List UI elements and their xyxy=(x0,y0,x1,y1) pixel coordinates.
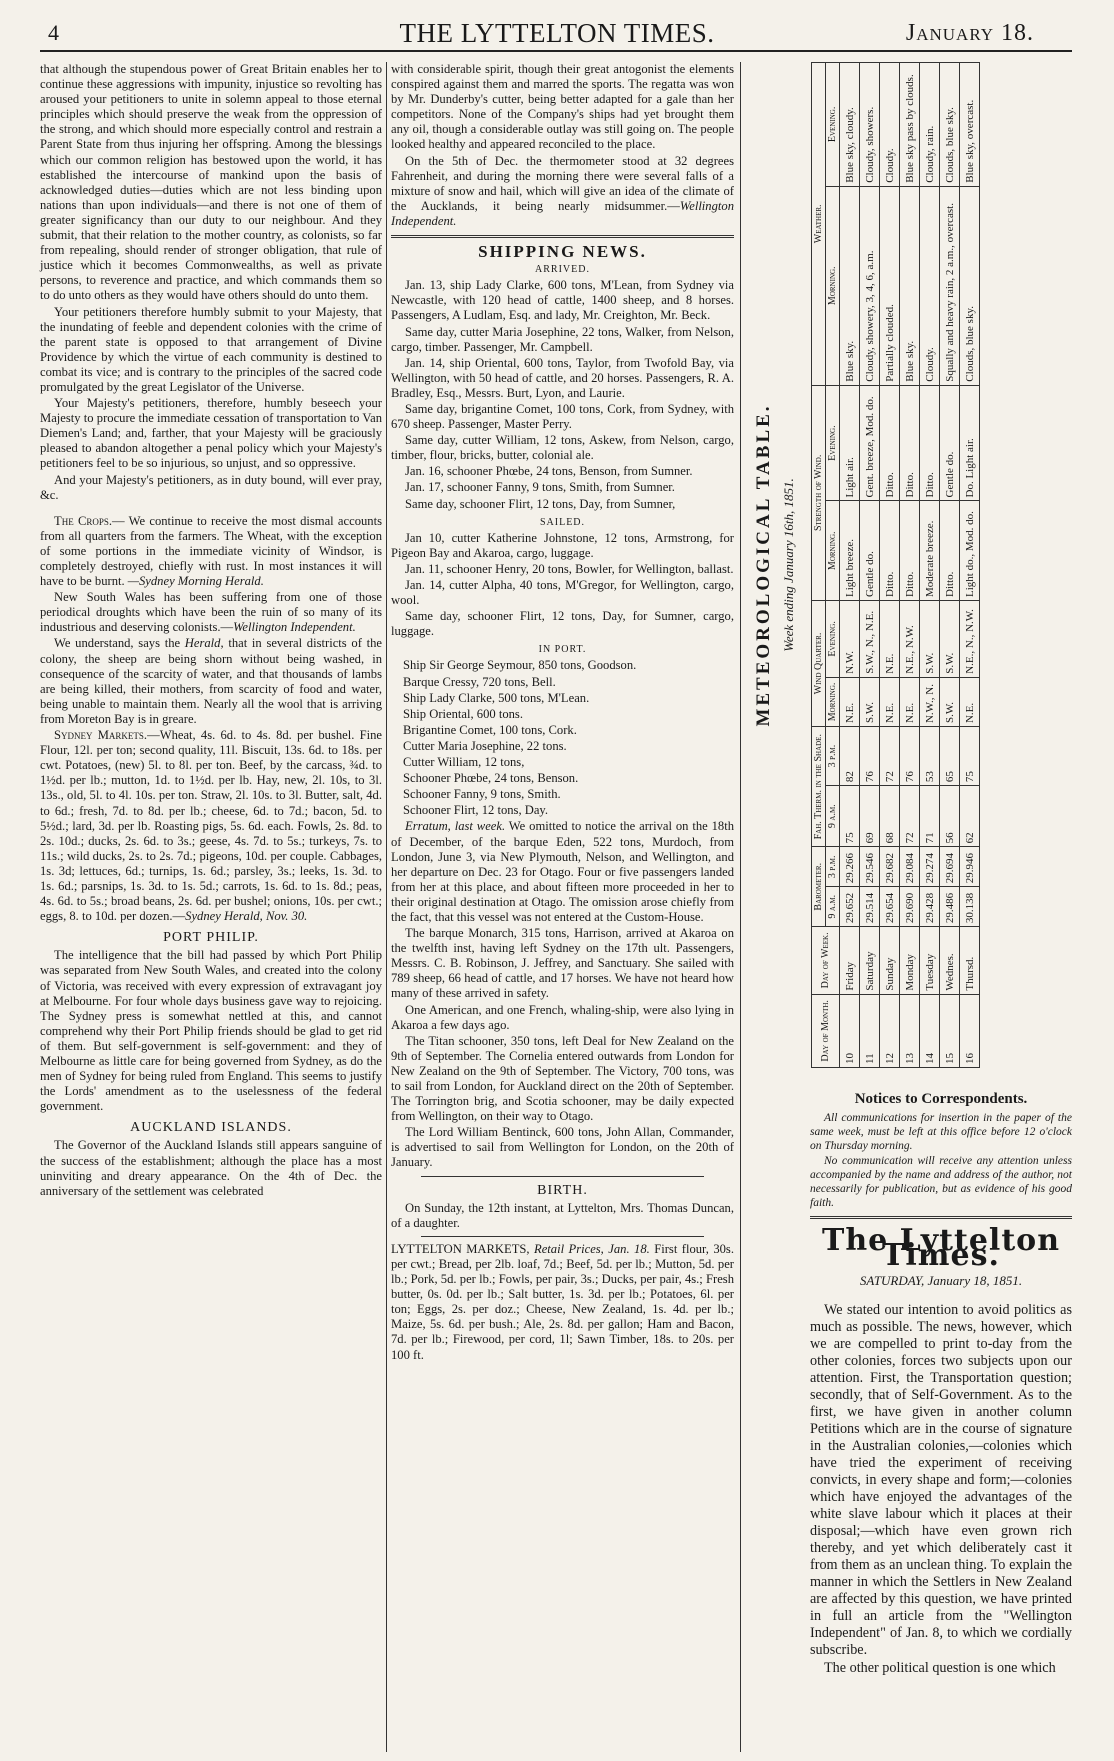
editorial-dateline: SATURDAY, January 18, 1851. xyxy=(859,1273,1023,1289)
in-port-entry: Ship Sir George Seymour, 850 tons, Goodson. xyxy=(403,658,637,673)
col-header: Strength of Wind. xyxy=(812,385,826,600)
page-number: 4 xyxy=(48,20,59,45)
in-port-entry: Cutter William, 12 tons, xyxy=(403,755,525,770)
section-rule xyxy=(810,1216,1072,1219)
sailed-entry: Jan. 11, schooner Henry, 20 tons, Bowler, for Wellington, ballast. xyxy=(405,561,734,576)
in-port-entry: Brigantine Comet, 100 tons, Cork. xyxy=(403,722,577,737)
sailed-entry: Jan. 14, cutter Alpha, 40 tons, M'Gregor, for Wellington, cargo, wool. xyxy=(391,578,734,608)
column-1 xyxy=(40,62,382,1200)
col-subheader: 3 p.m. xyxy=(826,847,840,887)
section-rule xyxy=(391,235,734,238)
source-credit: Wellington Independent. xyxy=(391,198,734,228)
col-subheader: 9 a.m. xyxy=(826,887,840,927)
masthead xyxy=(0,14,1114,54)
lyttelton-markets-paragraph: LYTTELTON MARKETS, Retail Prices, Jan. 18. First flour, 30s. per cwt.; Bread, per 2lb. loaf, 7d.; Beef, 5d. per lb.; Mutton, 5d. per lb.; Pork, 5d. per lb.; Fowls, per pair, 3s.; Ducks, per pair, 4s.; Fresh butter, 0s. 0d. per lb.; Salt butter, 1s. 3d. per lb.; Potatoes, 6l. per ton; Eggs, 2s. per doz.; Cheese, New Zealand, 1s. 4d. per lb.; Maize, 5s. 6d. per bush.; Ale, 2s. 8d. per gallon; Ham and Bacon, 7d. per lb.; Firewood, per cord, 1l; Sawn Timber, 18s. to 20s. per 100 ft. xyxy=(391,1241,734,1362)
whalers-paragraph: One American, and one French, whaling-ship, were also lying in Akaroa a few days ago. xyxy=(391,1002,734,1032)
source-credit: Sydney Herald, Nov. 30. xyxy=(185,909,308,924)
arrival-entry: Jan. 14, ship Oriental, 600 tons, Taylor, from Twofold Bay, via Wellington, with 50 head of cattle, and 20 horses. Passengers, R. A. Bradley, Esq., Messrs. Burt, Lyon, and Laurie. xyxy=(391,355,734,400)
col-subheader: Morning. xyxy=(826,186,840,385)
in-port-list xyxy=(391,658,734,818)
source-credit: —Sydney Morning Herald. xyxy=(127,574,264,589)
col-subheader: 9 a.m. xyxy=(826,786,840,847)
bentinck-paragraph: The Lord William Bentinck, 600 tons, John Allan, Commander, is advertised to sail from Wellington for London, on the 20th of January. xyxy=(391,1125,734,1170)
in-port-entry: Barque Cressy, 720 tons, Bell. xyxy=(403,674,556,689)
markets-heading: Sydney Markets. xyxy=(54,728,148,743)
herald-paragraph: We understand, says the Herald, that in several districts of the colony, the sheep are being shorn without being washed, in consequence of the scarcity of water, and that thousands of lambs are being killed, their mothers, from scarcity of food and water, being unable to maintain them. Nearly all the wool that is arriving from Moreton Bay is in greare. xyxy=(40,636,382,726)
column-2 xyxy=(391,62,734,1364)
nsw-paragraph: New South Wales has been suffering from one of those periodical droughts which have been the ruin of so many of its industrious and deserving colonists.—Wellington Independent. xyxy=(40,590,382,635)
notice-paragraph: All communications for insertion in the paper of the same week, must be left at this office before 12 o'clock on Thursday morning. xyxy=(810,1112,1072,1153)
erratum-heading: Erratum, last week. xyxy=(405,819,506,834)
col-subheader: Morning. xyxy=(826,501,840,600)
col-subheader: Evening. xyxy=(826,600,840,677)
column-divider xyxy=(740,62,741,1752)
col-header: Barometer. xyxy=(812,847,826,927)
sailed-entry: Jan 10, cutter Katherine Johnstone, 12 tons, Armstrong, for Pigeon Bay and Akaroa, cargo, luggage. xyxy=(391,530,734,560)
arrived-heading: ARRIVED. xyxy=(535,264,590,276)
in-port-entry: Ship Oriental, 600 tons. xyxy=(403,706,523,721)
in-port-entry: Cutter Maria Josephine, 22 tons. xyxy=(403,738,567,753)
auckland-paragraph: The Governor of the Auckland Islands still appears sanguine of the success of the establishment; although the place has a most uninviting and dreary appearance. On the 4th of Dec. the anniversary of the settlement was celebrated xyxy=(40,1138,382,1198)
table-row: 16 Thursd. 30.138 29.946 62 75 N.E. N.E., N., N.W. Light do., Mod. do. Do. Light air. Clouds, blue sky. Blue sky, overcast. xyxy=(960,63,980,1068)
crops-heading: The Crops. xyxy=(54,513,113,528)
table-row: 11 Saturday 29.514 29.546 69 76 S.W. S.W., N., N.E. Gentle do. Gent. breeze, Mod. do. Cloudy, showery, 3, 4, 6, a.m. Cloudy, showers. xyxy=(860,63,880,1068)
titan-paragraph: The Titan schooner, 350 tons, left Deal for New Zealand on the 9th of September. The Cornelia entered outwards from London for New Zealand on the 9th of September. The Victory, 700 tons, was to sail from London, for Auckland direct on the 20th of September. The Torrington brig, and Scotia schooner, may be daily expected from Wellington, on their way to Otago. xyxy=(391,1033,734,1124)
arrival-entry: Jan. 16, schooner Phœbe, 24 tons, Benson, from Sumner. xyxy=(405,464,693,479)
notices-heading: Notices to Correspondents. xyxy=(854,1091,1028,1107)
source-credit: Wellington Independent. xyxy=(233,620,356,635)
arrival-entry: Same day, brigantine Comet, 100 tons, Cork, from Sydney, with 670 sheep. Passenger, Master Perry. xyxy=(391,401,734,432)
erratum-paragraph: Erratum, last week. We omitted to notice the arrival on the 18th of December, of the barque Eden, 522 tons, Murdoch, from London, June 3, via New Plymouth, Nelson, and Wellington, and her departure on Dec. 23 for Otago. Four or five passengers landed from her at this place, and about fifteen more proceeded in her to their original destination at Otago. The omission arose chiefly from the fact, that this vessel was not entered at the Custom-House. xyxy=(391,819,734,924)
in-port-entry: Schooner Flirt, 12 tons, Day. xyxy=(403,803,549,818)
col-header: Weather. xyxy=(812,63,826,386)
page-title: THE LYTTELTON TIMES. xyxy=(399,18,715,48)
table-row: 13 Monday 29.690 29.084 72 76 N.E. N.E., N.W. Ditto. Ditto. Blue sky. Blue sky pass by clouds. xyxy=(900,63,920,1068)
petition-paragraph: Your petitioners therefore humbly submit to your Majesty, that the inundating of feeble and dependent colonies with the crime of the parent state is opposed to that arrangement of Divine Providence by which the virtue of each community is destined to combat its vice; and is contrary to the principles of the sacred code promulgated by the great Legislator of the Universe. xyxy=(40,304,382,394)
meteorological-table xyxy=(745,62,1075,1068)
markets-paragraph: Sydney Markets.—Wheat, 4s. 6d. to 4s. 8d. per bushel. Fine Flour, 12l. per ton; second quality, 11l. Biscuit, 13s. 6d. to 18s. per cwt. Potatoes, (new) 5l. to 8l. per ton. Beef, by the carcass, ¾d. to 1½d. per lb.; mutton, 1d. to 1½d. per lb. Hay, new, 2l. 10s, to 3l. 13s., old, 5l. to 4l. 10s. per ton. Straw, 2l. 10s. to 3l. Butter, salt, 4d. to 6d.; fresh, 7d. to 8d. per lb.; cheese, 6d. to 7d.; bacon, 5d. to 5½d.; lard, 3d. per lb. Roasting pigs, 5s. 6d. each. Fowls, 2s. 8d. to 2s. 10d.; ducks, 2s. 6d. to 3s.; geese, 4s. 7d. to 5s.; turkeys, 7s. to 11s.; wild ducks, 2s. to 2s. 7d.; pigeons, 10d. per couple. Cabbages, 1s. 3d; lettuces, 6d.; turnips, 1s. 6d.; parsley, 3s.; leeks, 1s. 3d. to 1s. 6d.; parsnips, 1s. 3d. to 1s. 5d.; carrots, 1s. 6d. to 1s. 8d.; peas, 4s. 6d. to 5s.; broad beans, 2s. 6d. per bushel; onions, 10s. per cwt.; eggs, 8. to 10d. per dozen.—Sydney Herald, Nov. 30. xyxy=(40,728,383,924)
birth-heading: BIRTH. xyxy=(537,1182,588,1198)
table-row: 10 Friday 29.652 29.266 75 82 N.E. N.W. Light breeze. Light air. Blue sky. Blue sky, cloudy. xyxy=(840,63,860,1068)
auckland-continued: with considerable spirit, though their great antogonist the elements conspired against them and marred the sports. The regatta was won by Mr. Dunderby's cutter, being better adapted for a gale than her competitors. None of the Company's ships had yet brought them any oil, though a considerable outlay was still going on. The people looked healthy and appeared reconciled to the place. xyxy=(391,62,734,152)
met-data-table xyxy=(811,62,980,1068)
editorial-masthead: The Lyttelton Times. xyxy=(822,1223,1060,1274)
issue-date: January 18. xyxy=(905,20,1034,46)
arrival-entry: Same day, schooner Flirt, 12 tons, Day, from Sumner, xyxy=(405,496,676,511)
arrival-entry: Jan. 17, schooner Fanny, 9 tons, Smith, from Sumner. xyxy=(405,480,675,495)
crops-paragraph: The Crops.— We continue to receive the most dismal accounts from all quarters from the farmers. The Wheat, with the exception of some portions in the immediate vicinity of Windsor, is completely destroyed, chiefly with rust. In most instances it will have to be burnt. —Sydney Morning Herald. xyxy=(40,513,382,589)
petition-paragraph: Your Majesty's petitioners, therefore, humbly beseech your Majesty to procure the immediate cessation of transportation to Van Diemen's Land; and, farther, that your Majesty will be graciously pleased to abandon altogether a penal policy which your Majesty's petitioners feel to be so injurious, so unjust, and so oppressive. xyxy=(40,396,382,471)
arrival-entry: Jan. 13, ship Lady Clarke, 600 tons, M'Lean, from Sydney via Newcastle, with 120 head of cattle, 1400 sheep, and 8 horses. Passengers, A Ludlam, Esq. and lady, Mr. Creighton, Mr. Beck. xyxy=(391,278,734,323)
table-row: 15 Wednes. 29.486 29.694 56 65 S.W. S.W. Ditto. Gentle do. Squally and heavy rain, 2 a.m., overcast. Clouds, blue sky. xyxy=(940,63,960,1068)
editorial-paragraph: We stated our intention to avoid politics as much as possible. The news, however, which we are compelled to print to-day from the other colonies, forces two subjects upon our attention. First, the Transportation question; secondly, that of Self-Government. As to the first, we have given in another column Petitions which are in the course of signature in the Australian colonies,—colonies which have tried the experiment of receiving convicts, in every shape and form;—colonies which have enjoyed the advantages of the white slave labour which it places at their disposal;—which have even grown rich thereby, and yet which deliberately cast it from them as an unclean thing. To explain the manner in which the Settlers in New Zealand are affected by this question, we have printed in full an article from the "Wellington Independent" of Jan. 8, to which we cordially subscribe. xyxy=(810,1302,1072,1659)
editorial-paragraph: The other political question is one which xyxy=(824,1660,1056,1677)
col-subheader: Evening. xyxy=(826,385,840,501)
col-subheader: Morning. xyxy=(826,677,840,726)
col-header: Fah. Therm. in the Shade. xyxy=(812,727,826,847)
section-rule xyxy=(421,1236,704,1237)
shipping-news-heading: SHIPPING NEWS. xyxy=(478,242,647,262)
petition-paragraph: And your Majesty's petitioners, as in duty bound, will ever pray, &c. xyxy=(40,472,382,502)
sailed-entry: Same day, schooner Flirt, 12 tons, Day, for Sumner, cargo, luggage. xyxy=(391,609,734,639)
column-divider xyxy=(386,62,387,1752)
monarch-paragraph: The barque Monarch, 315 tons, Harrison, arrived at Akaroa on the twelfth inst, having left Sydney on the 17th ult. Passengers, Messrs. C. B. Robinson, J. Jeffrey, and Sanctuary. She sailed with 789 sheep, 66 head of cattle, and 17 horses. We have not heard how many of these arrived in safety. xyxy=(391,926,734,1001)
arrival-entry: Same day, cutter Maria Josephine, 22 tons, Walker, from Nelson, cargo, timber. Passenger, Mr. Campbell. xyxy=(391,324,734,354)
lyttelton-markets-heading: LYTTELTON MARKETS, xyxy=(391,1241,530,1256)
birth-paragraph: On Sunday, the 12th instant, at Lyttelton, Mrs. Thomas Duncan, of a daughter. xyxy=(391,1200,734,1230)
in-port-entry: Ship Lady Clarke, 500 tons, M'Lean. xyxy=(403,690,590,705)
met-table-subtitle: Week ending January 16th, 1851. xyxy=(781,478,796,652)
section-rule xyxy=(421,1176,704,1177)
sailed-heading: SAILED. xyxy=(539,516,586,528)
in-port-heading: IN PORT. xyxy=(538,644,587,656)
port-philip-paragraph: The intelligence that the bill had passed by which Port Philip was separated from New South Wales, and created into the colony of Victoria, was received with every expression of extravagant joy at Melbourne. For four whole days business gave way to rejoicing. The Sydney press is somewhat nettled at this, and cannot comprehend why their Port Philip friends should be glad to get rid of them. But self-government is self-government: and they of Melbourne as little care for being governed from Sydney, as do the men of Sydney for being ruled from England. This seems to justify the Lords' amendment as to the uselessness of the federal government. xyxy=(40,948,382,1114)
table-row: 14 Tuesday 29.428 29.274 71 53 N.W., N. S.W. Moderate breeze. Ditto. Cloudy. Cloudy, rain. xyxy=(920,63,940,1068)
col-subheader: 3 p.m. xyxy=(826,727,840,786)
col-header: Day of Week. xyxy=(812,927,840,995)
in-port-entry: Schooner Fanny, 9 tons, Smith. xyxy=(403,787,561,802)
col-header: Wind Quarter. xyxy=(812,600,826,726)
table-row: 12 Sunday 29.654 29.682 68 72 N.E. N.E. Ditto. Ditto. Partially clouded. Cloudy. xyxy=(880,63,900,1068)
column-3 xyxy=(810,1088,1072,1678)
meteorological-table-rotated xyxy=(745,62,1075,1068)
petition-paragraph: that although the stupendous power of Great Britain enables her to continue these aggressions with impunity, injustice so revolting has aroused your petitioners to unite in solemn appeal to those eternal principles which should preserve the weak from the oppression of the strong, and which should more especially control and restrain a Parent State from thus injuring her offspring. Among the blessings which our common religion has bestowed upon the world, it has established the intercourse of mankind upon the basis of acknowledged duties—duties which are not less binding upon nations than upon individuals—and there is not one of them of greater significancy than our duty to our neighbour. And they submit, that their relation to the mother country, as colonists, so far from repealing, should render of stronger obligation, that rule of justice which it becomes Commonwealths, as well as private persons, to reverence and practice, and which commands them so to do unto others as they would have others should do unto them. xyxy=(40,62,382,303)
notice-paragraph: No communication will receive any attention unless accompanied by the name and address of the author, not necessarily for publication, but as evidence of his good faith. xyxy=(810,1155,1072,1210)
col-subheader: Evening. xyxy=(826,63,840,187)
in-port-entry: Schooner Phœbe, 24 tons, Benson. xyxy=(403,771,579,786)
thermometer-paragraph: On the 5th of Dec. the thermometer stood at 32 degrees Fahrenheit, and during the morning there were several falls of a mixture of snow and hail, which will give an idea of the climate of the Aucklands, it being nearly midsummer.—Wellington Independent. xyxy=(391,153,734,228)
col-header: Day of Month. xyxy=(812,994,840,1067)
arrival-entry: Same day, cutter William, 12 tons, Askew, from Nelson, cargo, timber, flour, bricks, butter, colonial ale. xyxy=(391,433,734,463)
auckland-heading: AUCKLAND ISLANDS. xyxy=(130,1120,292,1136)
met-table-title: METEOROLOGICAL TABLE. xyxy=(753,403,774,727)
port-philip-heading: PORT PHILIP. xyxy=(163,930,259,946)
header-rule xyxy=(40,50,1072,52)
